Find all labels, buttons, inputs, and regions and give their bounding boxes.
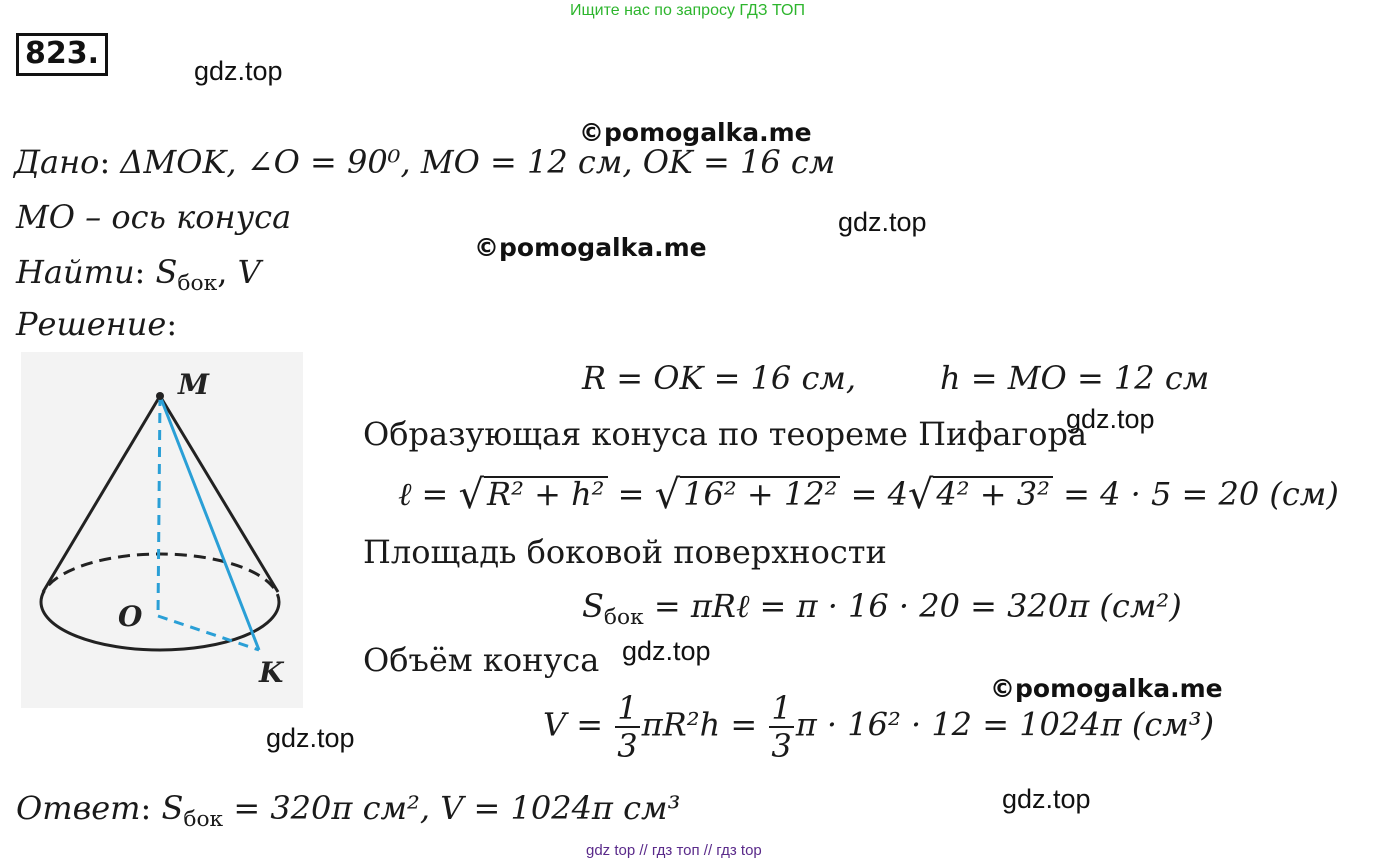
task-number: 823. [16, 33, 108, 76]
watermark-gdz: gdz.top [1002, 784, 1091, 814]
find-s: S [155, 253, 178, 291]
watermark-gdz: gdz.top [266, 723, 355, 753]
cone-side-left [43, 396, 160, 592]
gen-eq2: = 4 [850, 475, 908, 513]
find-v: V [237, 253, 261, 291]
watermark-gdz: gdz.top [1066, 404, 1155, 434]
vol-v: V = [543, 705, 604, 744]
cone-svg [21, 352, 303, 708]
cone-generatrix-mk [160, 396, 259, 650]
find-label: Найти [16, 253, 135, 291]
point-m [156, 392, 164, 400]
vol-mid: πR²h = [641, 705, 758, 744]
given-label: Дано [14, 143, 100, 181]
label-k: K [259, 656, 284, 689]
given-text: ΔMOK, ∠O = 90⁰, MO = 12 см, OK = 16 см [120, 143, 836, 181]
solution-line: Решение: [16, 305, 178, 343]
lateral-s-sub: бок [603, 604, 644, 630]
gen-l: ℓ = [398, 475, 449, 513]
find-s-sub: бок [177, 270, 218, 296]
label-m: M [178, 368, 209, 401]
volume-title: Объём конуса [363, 641, 600, 679]
generatrix-formula [398, 472, 1339, 519]
watermark-pomogalka: ©pomogalka.me [579, 118, 812, 147]
answer-label: Ответ [16, 789, 141, 827]
solution-label: Решение [16, 305, 167, 343]
cone-figure [21, 352, 303, 708]
label-o: O [118, 600, 143, 633]
answer-line: Ответ: $S_{бок} = 320\pi$ см², V = 1024π см³ [16, 789, 681, 832]
step-r: R = OK = 16 см, [582, 359, 857, 397]
find-line: Найти: $S_{бок}$, V [16, 253, 261, 296]
volume-formula [543, 690, 1214, 764]
step-h: h = MO = 12 см [940, 359, 1210, 397]
cone-side-right [160, 396, 278, 592]
watermark-gdz: gdz.top [838, 207, 927, 237]
lateral-formula [582, 586, 1182, 638]
watermark-pomogalka: ©pomogalka.me [474, 233, 707, 262]
vol-frac-2: $\frac{1}{3}$ [771, 689, 792, 765]
given-axis: MO – ось конуса [16, 198, 292, 236]
sqrt-2-content: 16² + 12² [680, 476, 840, 512]
watermark-gdz: gdz.top [622, 636, 711, 666]
given-line: Дано: ΔMOK, ∠O = 90⁰, MO = 12 см, OK = 16 см [14, 143, 836, 181]
watermark-pomogalka: ©pomogalka.me [990, 674, 1223, 703]
vol-tail: π · 16² · 12 = 1024π (см³) [795, 705, 1215, 744]
footer-links[interactable]: gdz top // гдз топ // гдз top [586, 842, 762, 859]
answer-s-sub: бок [183, 806, 224, 832]
answer-text: = 320π см², V = 1024π см³ [233, 789, 681, 827]
gen-eq1: = [617, 475, 645, 513]
lateral-title: Площадь боковой поверхности [363, 533, 887, 571]
gen-tail: = 4 · 5 = 20 (см) [1063, 475, 1339, 513]
sqrt-1-content: R² + h² [484, 476, 608, 512]
answer-s: S [161, 789, 184, 827]
generatrix-title: Образующая конуса по теореме Пифагора [363, 415, 1088, 453]
lateral-s: S [582, 587, 604, 625]
top-banner[interactable]: Ищите нас по запросу ГДЗ ТОП [570, 2, 805, 19]
cone-base-back [41, 554, 279, 602]
cone-height-mo [158, 396, 160, 616]
sqrt-3-content: 4² + 3² [933, 476, 1053, 512]
watermark-gdz: gdz.top [194, 56, 283, 86]
sqrt-2: √16² + 12² [655, 474, 841, 515]
sqrt-3: √4² + 3² [908, 474, 1053, 515]
vol-frac-1: $\frac{1}{3}$ [617, 689, 638, 765]
sqrt-1: √R² + h² [458, 474, 607, 515]
lateral-rest: = πRℓ = π · 16 · 20 = 320π (см²) [653, 587, 1182, 625]
